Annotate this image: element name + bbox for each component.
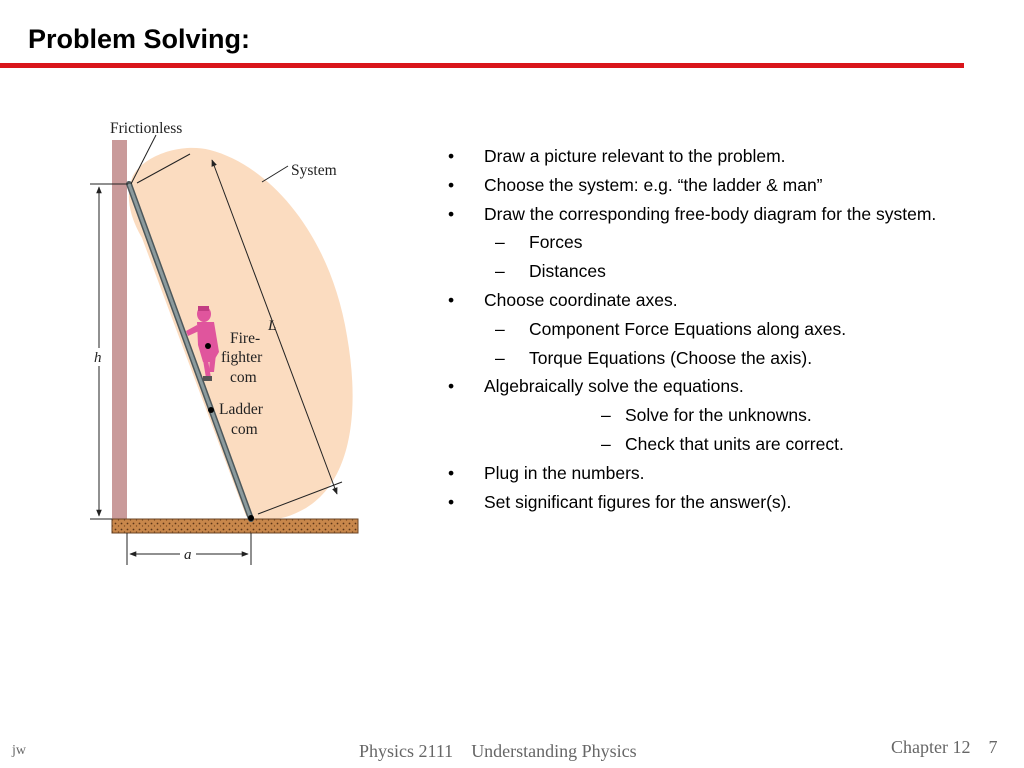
bullet-text: Draw a picture relevant to the problem. (484, 146, 786, 166)
bullet-item (448, 488, 1018, 517)
bullet-item (448, 430, 1018, 459)
bullet-text: Component Force Equations along axes. (529, 318, 847, 339)
footer-chapter-label: Chapter 12 (891, 737, 971, 757)
page-number: 7 (988, 737, 998, 757)
bullet-marker: • (448, 146, 455, 166)
bullet-marker: – (495, 318, 505, 339)
bullet-item (448, 344, 1018, 373)
ladder-com-dot (208, 407, 214, 413)
bullet-marker: • (448, 491, 455, 512)
bullet-text: Set significant figures for the answer(s). (484, 491, 792, 512)
label-height: h (94, 350, 102, 366)
footer-course-number: Physics 2111 (359, 741, 454, 761)
bullet-item (448, 286, 1018, 315)
label-system: System (291, 162, 337, 179)
bullet-text: Choose the system: e.g. “the ladder & man” (484, 174, 823, 195)
bullet-text: Draw the corresponding free-body diagram for the system. (484, 203, 937, 224)
bullet-text: Plug in the numbers. (484, 462, 645, 483)
footer-author: jw (12, 743, 26, 758)
bullet-item (448, 401, 1018, 430)
ground (112, 519, 358, 533)
bullet-item (448, 228, 1018, 257)
bullet-item (448, 372, 1018, 401)
bullet-marker: • (448, 174, 455, 195)
label-ladder-1: Ladder (219, 401, 263, 418)
label-firefighter-2: fighter (221, 349, 263, 366)
bullet-text: Torque Equations (Choose the axis). (529, 347, 813, 368)
bullet-marker: • (448, 376, 455, 397)
label-firefighter-3: com (230, 369, 257, 386)
title-underline (0, 63, 964, 68)
bullet-item (448, 171, 1018, 200)
bullet-item (448, 257, 1018, 286)
bullet-item (448, 459, 1018, 488)
label-base: a (184, 547, 192, 563)
footer-chapter (891, 737, 1015, 758)
bullet-item (448, 200, 1018, 229)
bullet-marker: – (495, 232, 505, 253)
bullet-marker: • (448, 462, 455, 483)
bullet-marker: – (495, 261, 505, 282)
label-length: L (268, 318, 277, 334)
bullet-text: Solve for the unknowns. (625, 405, 812, 426)
bullet-item (448, 142, 1018, 171)
footer-course (359, 741, 655, 762)
bullet-text: Distances (529, 261, 606, 282)
bullet-list (448, 142, 1018, 516)
bullet-marker: – (495, 347, 505, 368)
label-ladder-2: com (231, 421, 258, 438)
bullet-marker: • (448, 203, 455, 224)
ladder-base-dot (248, 515, 254, 521)
wall (112, 140, 127, 520)
bullet-text: Algebraically solve the equations. (484, 376, 744, 397)
label-frictionless: Frictionless (110, 120, 183, 137)
bullet-item (448, 315, 1018, 344)
bullet-text: Check that units are correct. (625, 433, 844, 454)
bullet-text: Forces (529, 232, 583, 253)
ladder-diagram (84, 112, 374, 572)
label-firefighter-1: Fire- (230, 330, 261, 347)
bullet-marker: – (601, 405, 611, 426)
firefighter-com-dot (205, 343, 211, 349)
footer-course-title: Understanding Physics (471, 741, 637, 761)
slide-title: Problem Solving: (28, 24, 251, 54)
bullet-text: Choose coordinate axes. (484, 289, 678, 310)
bullet-marker: • (448, 289, 455, 310)
bullet-marker: – (601, 433, 611, 454)
